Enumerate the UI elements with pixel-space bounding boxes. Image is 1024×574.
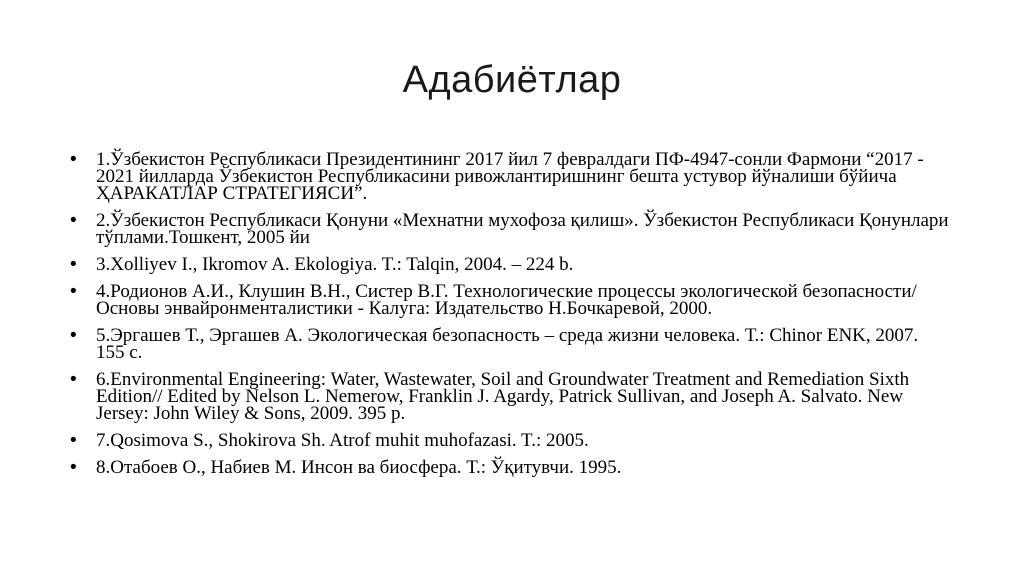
bullet-icon: • xyxy=(70,369,77,390)
reference-text: 5.Эргашев Т., Эргашев А. Экологическая безопасность – среда жизни человека. Т.: Chinor ENK, 2007. 155 с. xyxy=(96,325,919,363)
reference-text: 8.Отабоев О., Набиев М. Инсон ва биосфера. Т.: Ўқитувчи. 1995. xyxy=(96,457,622,478)
list-item xyxy=(70,256,950,273)
list-item xyxy=(70,371,950,422)
list-item xyxy=(70,432,950,449)
bullet-icon: • xyxy=(70,210,77,231)
bullet-icon: • xyxy=(70,325,77,346)
bullet-icon: • xyxy=(70,254,77,275)
page-title: Адабиётлар xyxy=(402,59,622,101)
bullet-icon: • xyxy=(70,457,77,478)
bullet-icon: • xyxy=(70,430,77,451)
reference-text: 1.Ўзбекистон Республикаси Президентининг 2017 йил 7 февралдаги ПФ-4947-сонли Фармони “2017 - 2021 йилларда Ўзбекистон Республикасини ривожлантиришнинг бешта устувор йўналиши бўйича ҲАРАКАТЛАР СТРАТЕГИЯСИ”. xyxy=(96,149,924,204)
reference-text: 6.Environmental Engineering: Water, Wastewater, Soil and Groundwater Treatment and Remediation Sixth Edition// Edited by Nelson L. Nemerow, Franklin J. Agardy, Patrick Sullivan, and Joseph A. Salvato. New Jersey: John Wiley & Sons, 2009. 395 p. xyxy=(96,369,910,424)
list-item xyxy=(70,327,950,361)
list-item xyxy=(70,459,950,476)
reference-text: 4.Родионов А.И., Клушин В.Н., Систер В.Г. Технологические процессы экологической безопасности/ Основы энвайронменталистики - Калуга: Издательство Н.Бочкаревой, 2000. xyxy=(96,281,917,319)
reference-text: 7.Qosimova S., Shokirova Sh. Atrof muhit muhofazasi. T.: 2005. xyxy=(96,430,589,451)
reference-text: 2.Ўзбекистон Республикаси Қонуни «Мехнатни мухофоза қилиш». Ўзбекистон Республикаси Қонунлари тўплами.Тошкент, 2005 йи xyxy=(96,210,949,248)
list-item xyxy=(70,212,950,246)
bullet-icon: • xyxy=(70,149,77,170)
bullet-icon: • xyxy=(70,281,77,302)
reference-list xyxy=(70,151,950,486)
list-item xyxy=(70,151,950,202)
reference-text: 3.Xolliyev I., Ikromov A. Ekologiya. T.: Talqin, 2004. – 224 b. xyxy=(96,254,574,275)
list-item xyxy=(70,283,950,317)
